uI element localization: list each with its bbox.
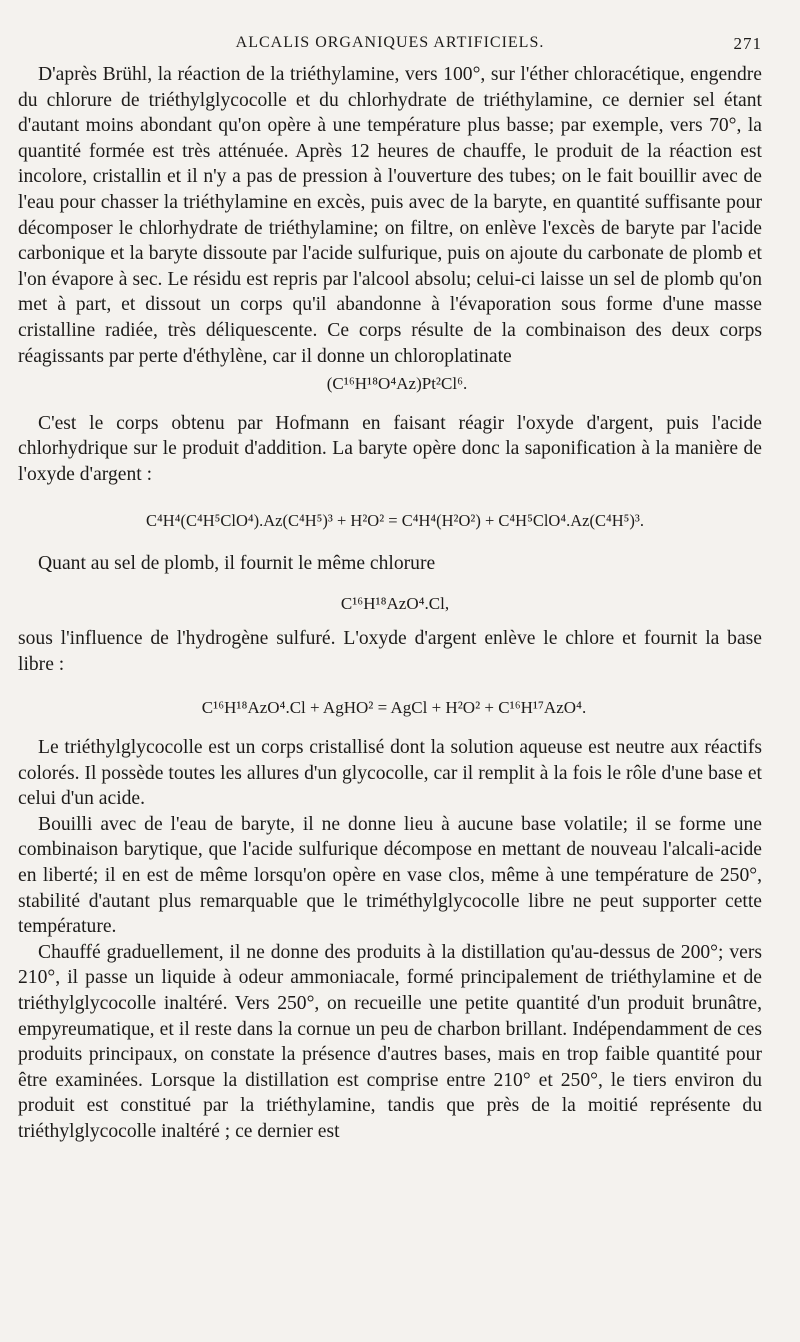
page-number: 271 [733,34,762,53]
paragraph: Chauffé graduellement, il ne donne des produits à la distillation qu'au-dessus de 200°; vers 210°, il passe un liquide à odeur ammoniacale, formé principalement de triéthylamine et de triéthylglycocolle inaltéré. Vers 250°, on recueille une petite quantité d'un produit brunâtre, empyreumatique, et il reste dans la cornue un peu de charbon brillant. Indépendamment de ces produits principaux, on constate la présence d'autres bases, mais en trop faible quantité pour être examinées. Lorsque la distillation est comprise entre 210° et 250°, le tiers environ du produit est constitué par la triéthylamine, tandis que près de la moitié représente du triéthylglycocolle inaltéré ; ce dernier est [18,941,762,1142]
running-title: ALCALIS ORGANIQUES ARTIFICIELS. [235,34,545,51]
paragraph: sous l'influence de l'hydrogène sulfuré. L'oxyde d'argent enlève le chlore et fournit la base libre : [18,628,762,675]
body-text [18,62,762,1145]
paragraph: Quant au sel de plomb, il fournit le même chlorure [38,553,436,575]
paragraph: Bouilli avec de l'eau de baryte, il ne donne lieu à aucune base volatile; il se forme une combinaison barytique, que l'acide sulfurique décompose en mettant de nouveau l'alcali-acide en liberté; il en est de même lorsqu'on opère en vase clos, même à une température de 250°, stabilité d'autant plus remarquable que le triméthylglycocolle libre ne peut supporter cette température. [18,813,762,938]
formula: C⁴H⁴(C⁴H⁵ClO⁴).Az(C⁴H⁵)³ + H²O² = C⁴H⁴(H²O²) + C⁴H⁵ClO⁴.Az(C⁴H⁵)³. [146,510,644,530]
paragraph: Le triéthylglycocolle est un corps cristallisé dont la solution aqueuse est neutre aux réactifs colorés. Il possède toutes les allures d'un glycocolle, car il remplit à la fois le rôle d'une base et celui d'un acide. [18,737,762,810]
formula: (C¹⁶H¹⁸O⁴Az)Pt²Cl⁶. [326,374,468,394]
formula: C¹⁶H¹⁸AzO⁴.Cl, [340,593,450,613]
page-header [18,34,762,58]
formula: C¹⁶H¹⁸AzO⁴.Cl + AgHO² = AgCl + H²O² + C¹⁶H¹⁷AzO⁴. [201,698,587,718]
paragraph: C'est le corps obtenu par Hofmann en faisant réagir l'oxyde d'argent, puis l'acide chlorhydrique sur le produit d'addition. La baryte opère donc la saponification à la manière de l'oxyde d'argent : [18,412,762,485]
paragraph: D'après Brühl, la réaction de la triéthylamine, vers 100°, sur l'éther chloracétique, engendre du chlorure de triéthylglycocolle et du chlorhydrate de triéthylamine, ce dernier sel étant d'autant moins abondant qu'on opère à une température plus basse; par exemple, vers 70°, la quantité formée est très atténuée. Après 12 heures de chauffe, le produit de la réaction est incolore, cristallin et il n'y a pas de pression à l'ouverture des tubes; on le fait bouillir avec de l'eau pour chasser la triéthylamine en excès, puis avec de la baryte, en quantité suffisante pour décomposer le chlorhydrate de triéthylamine; on filtre, on enlève l'excès de baryte par l'acide carbonique et la baryte dissoute par l'acide sulfurique, puis on ajoute du carbonate de plomb et l'on évapore à sec. Le résidu est repris par l'alcool absolu; celui-ci laisse un sel de plomb qu'on met à part, et dissout un corps qu'il abandonne à l'évaporation sous forme d'une masse cristalline radiée, très déliquescente. Ce corps résulte de la combinaison des deux corps réagissants par perte d'éthylène, car il donne un chloroplatinate [18,64,762,367]
